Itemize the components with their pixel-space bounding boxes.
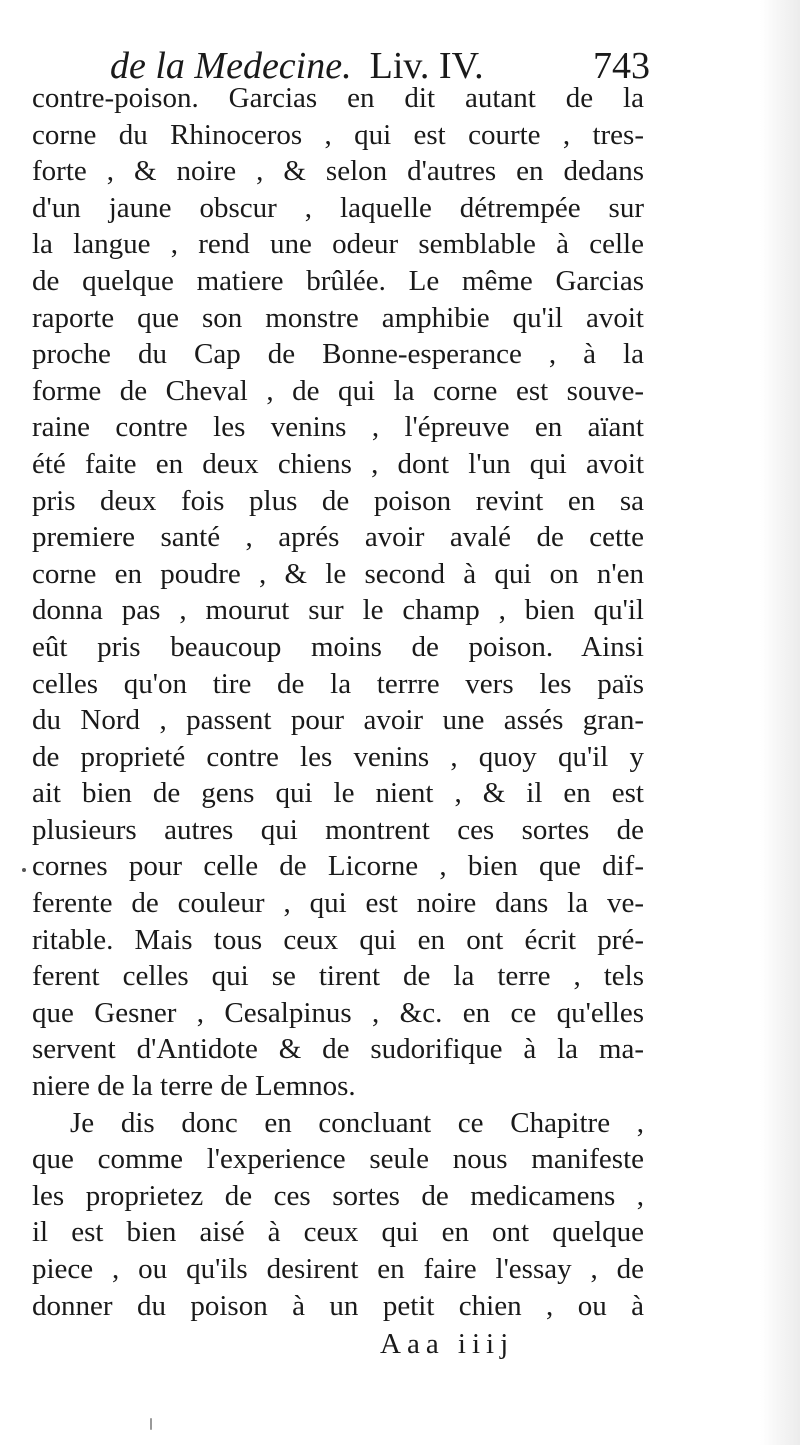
text-line: donner du poison à un petit chien , ou à (32, 1289, 644, 1322)
text-line: cornes pour celle de Licorne , bien que dif- (32, 850, 644, 883)
text-line: ferente de couleur , qui est noire dans la ve- (32, 887, 644, 920)
text-line: les proprietez de ces sortes de medicamens , (32, 1179, 644, 1212)
ink-speck (22, 868, 26, 872)
text-line: piece , ou qu'ils desirent en faire l'essay , de (32, 1253, 644, 1285)
ink-speck (150, 1418, 152, 1430)
text-line: corne en poudre , & le second à qui on n'en (32, 557, 644, 590)
text-line: que comme l'experience seule nous manifeste (32, 1143, 644, 1176)
text-line: que Gesner , Cesalpinus , &c. en ce qu'elles (32, 996, 644, 1029)
running-head-book: Liv. IV. (369, 45, 484, 87)
text-line: celles qu'on tire de la terrre vers les païs (32, 667, 644, 700)
text-line: de proprieté contre les venins , quoy qu'il y (32, 740, 644, 773)
text-line: d'un jaune obscur , laquelle détrempée sur (32, 191, 644, 224)
text-line: raine contre les venins , l'épreuve en aïant (32, 411, 644, 444)
text-line: Je dis donc en concluant ce Chapitre , (70, 1106, 644, 1139)
text-line: plusieurs autres qui montrent ces sortes de (32, 813, 644, 846)
text-line: de quelque matiere brûlée. Le même Garcias (32, 264, 644, 297)
text-line: corne du Rhinoceros , qui est courte , tres- (32, 118, 644, 151)
text-line: ritable. Mais tous ceux qui en ont écrit pré- (32, 923, 644, 956)
text-line: proche du Cap de Bonne-esperance , à la (32, 338, 644, 371)
page-number: 743 (593, 45, 650, 87)
text-line: forme de Cheval , de qui la corne est souve- (32, 374, 644, 407)
text-line: pris deux fois plus de poison revint en sa (32, 484, 644, 517)
text-line: il est bien aisé à ceux qui en ont quelque (32, 1216, 644, 1249)
text-line: ferent celles qui se tirent de la terre , tels (32, 960, 644, 993)
signature-mark: Aaa iiij (380, 1328, 515, 1360)
running-head-title: de la Medecine. (110, 45, 352, 87)
text-line: eût pris beaucoup moins de poison. Ainsi (32, 630, 644, 663)
body-text (32, 80, 644, 1324)
text-line: niere de la terre de Lemnos. (32, 1070, 356, 1103)
scan-edge-shading (760, 0, 800, 1445)
text-line: raporte que son monstre amphibie qu'il avoit (32, 301, 644, 334)
text-line: donna pas , mourut sur le champ , bien qu'il (32, 594, 644, 627)
text-line: forte , & noire , & selon d'autres en dedans (32, 155, 644, 188)
text-line: premiere santé , aprés avoir avalé de cette (32, 521, 644, 554)
text-line: servent d'Antidote & de sudorifique à la ma- (32, 1033, 644, 1066)
text-line: été faite en deux chiens , dont l'un qui avoit (32, 447, 644, 480)
text-line: ait bien de gens qui le nient , & il en est (32, 777, 644, 810)
text-line: contre-poison. Garcias en dit autant de la (32, 82, 644, 114)
text-line: la langue , rend une odeur semblable à celle (32, 228, 644, 261)
text-line: du Nord , passent pour avoir une assés gran- (32, 704, 644, 737)
